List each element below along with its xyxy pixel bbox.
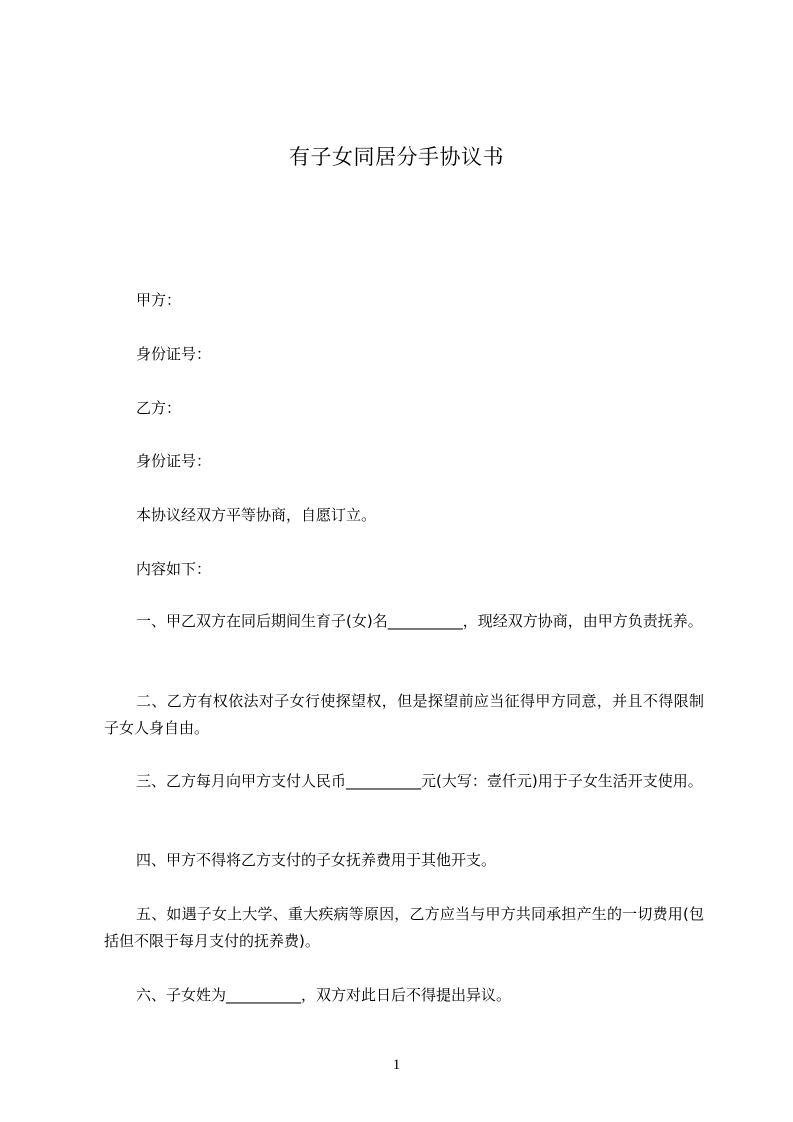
party-b-field: 乙方：: [136, 399, 182, 417]
clause-5: 五、如遇子女上大学、重大疾病等原因，乙方应当与甲方共同承担产生的一切费用(包括但不限于每月支付的抚养费)。: [104, 905, 704, 950]
clause-3: 三、乙方每月向甲方支付人民币__________元(大写：壹仟元)用于子女生活开支使用。: [136, 772, 703, 790]
document-title: 有子女同居分手协议书: [289, 145, 504, 169]
clause-4: 四、甲方不得将乙方支付的子女抚养费用于其他开支。: [136, 851, 497, 869]
clause-1: 一、甲乙双方在同后期间生育子(女)名__________，现经双方协商，由甲方负责抚养。: [136, 612, 703, 630]
clause-2: 二、乙方有权依法对子女行使探望权，但是探望前应当征得甲方同意，并且不得限制子女人身自由。: [104, 692, 704, 737]
party-a-field: 甲方：: [136, 291, 182, 309]
party-b-id-field: 身份证号：: [136, 452, 212, 470]
party-a-id-field: 身份证号：: [136, 345, 212, 363]
page-number: 1: [392, 1057, 401, 1073]
intro-statement: 本协议经双方平等协商，自愿订立。: [136, 506, 377, 524]
clause-6: 六、子女姓为__________，双方对此日后不得提出异议。: [136, 986, 512, 1004]
content-heading: 内容如下：: [136, 560, 212, 578]
